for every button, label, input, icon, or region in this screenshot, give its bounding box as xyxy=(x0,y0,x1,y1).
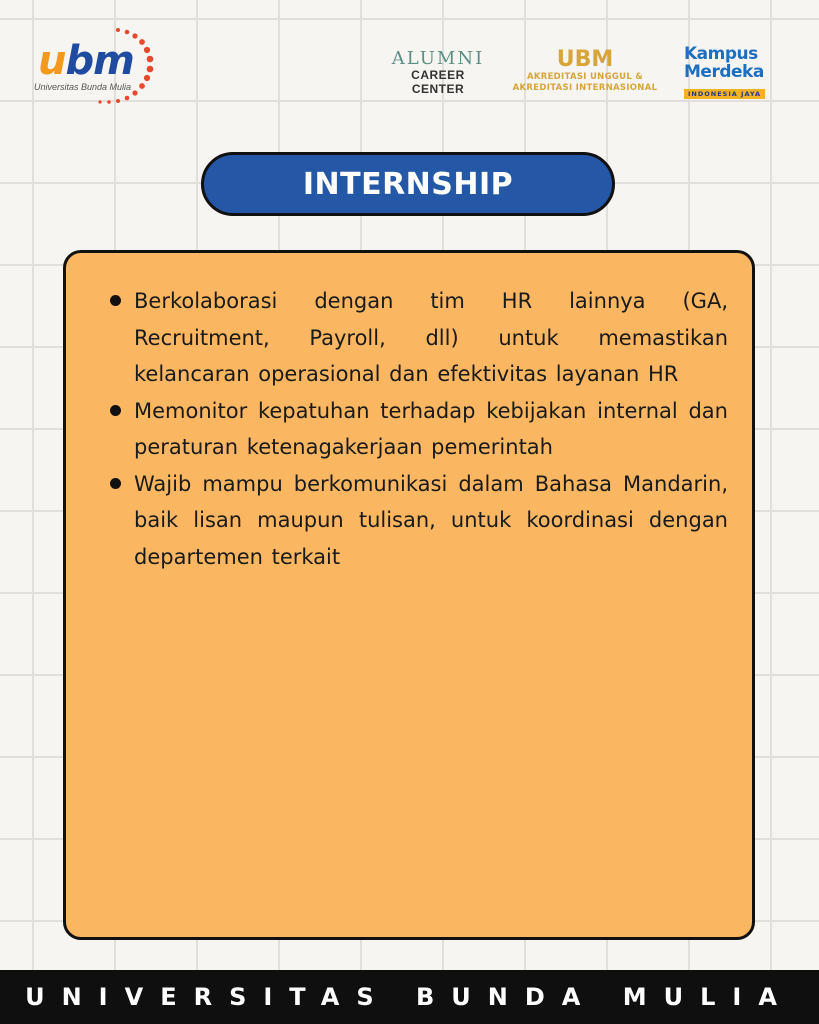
bullet-icon xyxy=(110,478,121,489)
bullet-icon xyxy=(110,295,121,306)
alumni-logo-line1: ALUMNI xyxy=(391,48,485,69)
kampus-merdeka-logo xyxy=(684,46,794,100)
bullet-icon xyxy=(110,405,121,416)
bullet-item xyxy=(106,283,728,393)
akreditasi-logo xyxy=(504,48,666,94)
bullet-text: Memonitor kepatuhan terhadap kebijakan internal dan peraturan ketenagakerjaan pemerintah xyxy=(134,398,728,459)
ubm-logo xyxy=(30,24,160,114)
footer-bar xyxy=(0,970,819,1024)
kampus-logo-line2: Merdeka xyxy=(684,62,764,82)
page-title: INTERNSHIP xyxy=(302,166,514,202)
title-banner xyxy=(201,152,615,216)
kampus-logo-line1: Kampus xyxy=(684,44,758,64)
akreditasi-logo-title: UBM xyxy=(556,47,614,72)
ubm-wordmark: ubm xyxy=(38,38,134,84)
bullet-item xyxy=(106,393,728,466)
content-card xyxy=(63,250,755,940)
bullet-item xyxy=(106,466,728,576)
kampus-logo-tagline: INDONESIA JAYA xyxy=(684,89,765,99)
footer-text: UNIVERSITAS BUNDA MULIA xyxy=(25,983,794,1011)
akreditasi-logo-line1: AKREDITASI UNGGUL & xyxy=(526,72,644,82)
bullet-text: Berkolaborasi dengan tim HR lainnya (GA, Recruitment, Payroll, dll) untuk memastikan kelancaran operasional dan efektivitas layanan HR xyxy=(134,289,728,386)
ubm-subtitle: Universitas Bunda Mulia xyxy=(34,82,132,92)
akreditasi-logo-line2: AKREDITASI INTERNASIONAL xyxy=(512,83,658,93)
alumni-career-center-logo xyxy=(388,50,488,96)
alumni-logo-line2: CAREER CENTER xyxy=(411,68,465,96)
bullet-text: Wajib mampu berkomunikasi dalam Bahasa Mandarin, baik lisan maupun tulisan, untuk koordinasi dengan departemen terkait xyxy=(134,471,728,569)
bullet-list xyxy=(106,283,728,575)
